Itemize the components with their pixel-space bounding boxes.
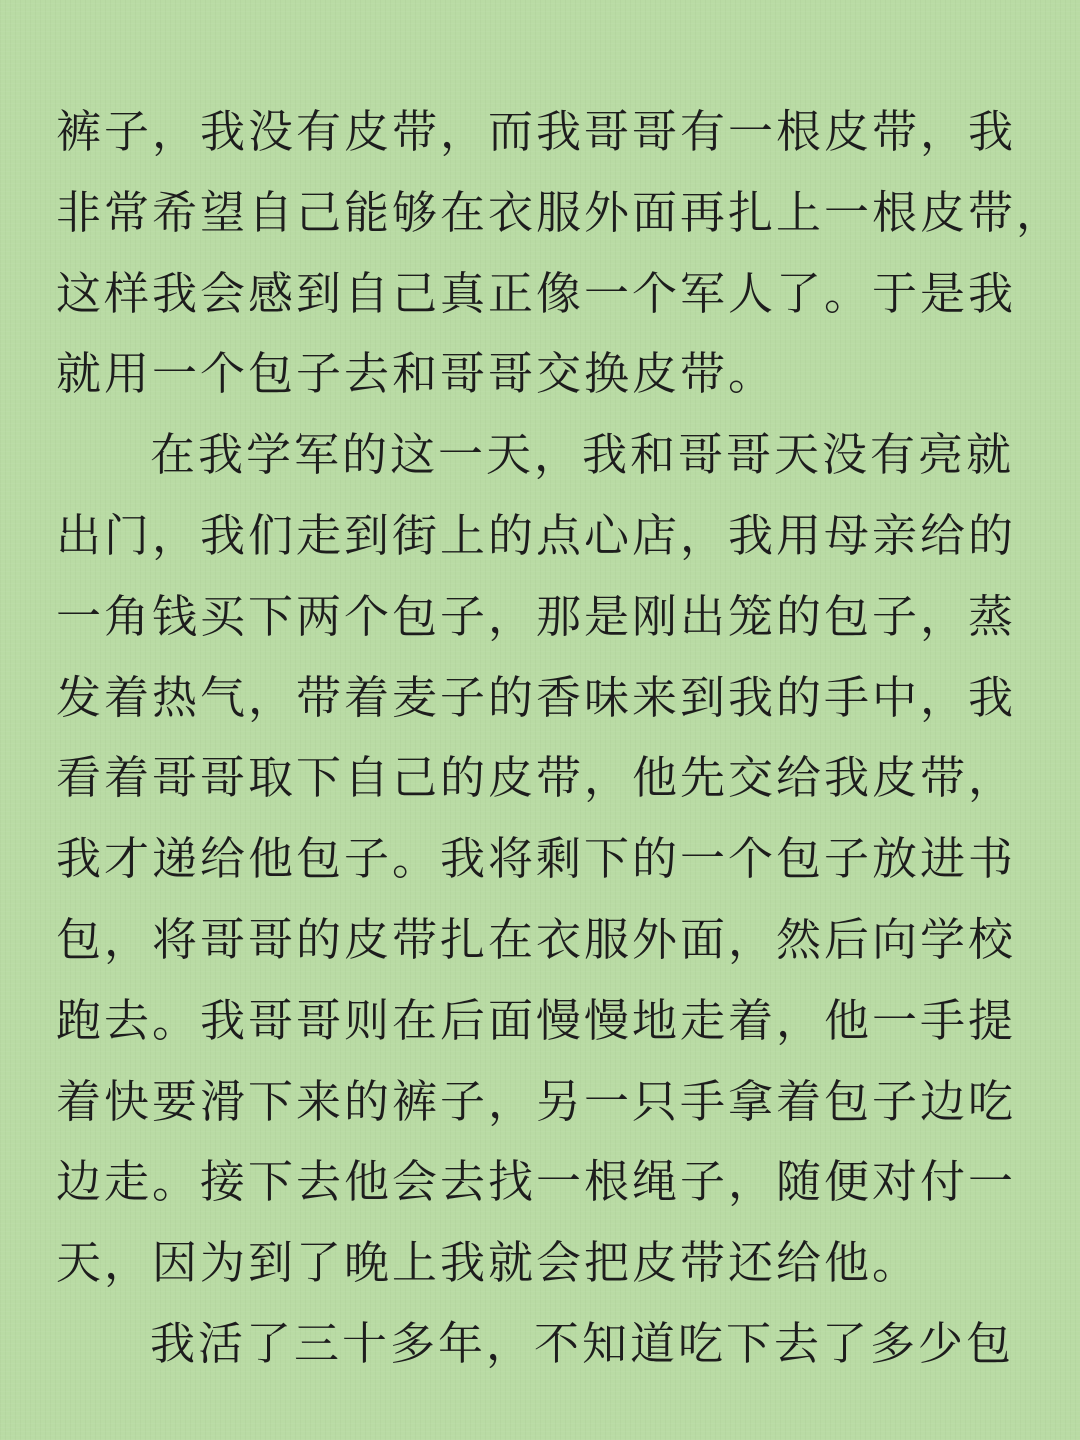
text-line: 发着热气，带着麦子的香味来到我的手中，我 — [56, 670, 1017, 724]
text-line: 边走。接下去他会去找一根绳子，随便对付一 — [56, 1155, 1017, 1209]
text-line: 包，将哥哥的皮带扎在衣服外面，然后向学校 — [56, 912, 1017, 966]
text-line: 一角钱买下两个包子，那是刚出笼的包子，蒸 — [56, 589, 1017, 643]
body-text — [56, 92, 1065, 1385]
paragraph-start-line: 我活了三十多年，不知道吃下去了多少包 — [150, 1316, 1015, 1370]
text-line: 我才递给他包子。我将剩下的一个包子放进书 — [56, 832, 1017, 886]
text-line: 跑去。我哥哥则在后面慢慢地走着，他一手提 — [56, 993, 1017, 1047]
text-line: 看着哥哥取下自己的皮带，他先交给我皮带， — [56, 751, 1017, 805]
text-line: 出门，我们走到街上的点心店，我用母亲给的 — [56, 508, 1017, 562]
text-line: 就用一个包子去和哥哥交换皮带。 — [56, 347, 777, 401]
text-line: 非常希望自己能够在衣服外面再扎上一根皮带， — [56, 185, 1065, 239]
paragraph-start-line: 在我学军的这一天，我和哥哥天没有亮就 — [150, 428, 1015, 482]
text-line: 着快要滑下来的裤子，另一只手拿着包子边吃 — [56, 1074, 1017, 1128]
text-line: 天，因为到了晚上我就会把皮带还给他。 — [56, 1236, 921, 1290]
text-line: 这样我会感到自己真正像一个军人了。于是我 — [56, 266, 1017, 320]
text-line: 裤子，我没有皮带，而我哥哥有一根皮带，我 — [56, 105, 1017, 158]
